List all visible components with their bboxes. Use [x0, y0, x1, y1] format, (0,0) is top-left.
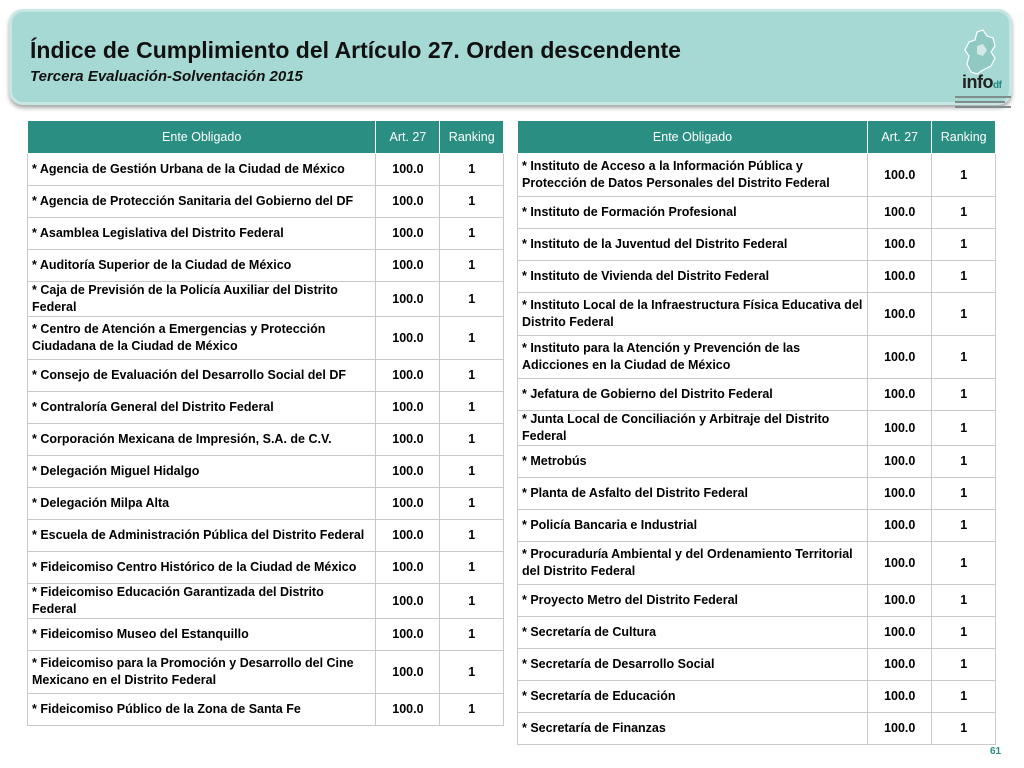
art27-cell: 100.0: [868, 154, 932, 197]
ente-cell: * Secretaría de Educación: [518, 681, 868, 713]
ranking-cell: 1: [440, 218, 504, 250]
ranking-cell: 1: [932, 510, 996, 542]
ranking-cell: 1: [932, 411, 996, 446]
table-row: [28, 218, 504, 250]
ranking-cell: 1: [932, 585, 996, 617]
art27-cell: 100.0: [868, 229, 932, 261]
art27-cell: 100.0: [868, 293, 932, 336]
art27-cell: 100.0: [376, 250, 440, 282]
ranking-cell: 1: [932, 229, 996, 261]
art27-cell: 100.0: [868, 411, 932, 446]
page-subtitle: Tercera Evaluación-Solventación 2015: [30, 68, 303, 85]
ente-cell: * Asamblea Legislativa del Distrito Federal: [28, 218, 376, 250]
ranking-cell: 1: [440, 154, 504, 186]
ente-cell: * Auditoría Superior de la Ciudad de México: [28, 250, 376, 282]
art27-cell: 100.0: [376, 154, 440, 186]
table-row: [28, 154, 504, 186]
ente-cell: * Consejo de Evaluación del Desarrollo Social del DF: [28, 360, 376, 392]
table-row: [518, 336, 996, 379]
ranking-cell: 1: [932, 446, 996, 478]
table-row: [28, 282, 504, 317]
ranking-cell: 1: [440, 424, 504, 456]
ente-cell: * Procuraduría Ambiental y del Ordenamiento Territorial del Distrito Federal: [518, 542, 868, 585]
ente-cell: * Delegación Milpa Alta: [28, 488, 376, 520]
ranking-cell: 1: [932, 293, 996, 336]
table-row: [28, 186, 504, 218]
art27-cell: 100.0: [868, 542, 932, 585]
table-header-row: [518, 121, 996, 154]
art27-cell: 100.0: [376, 488, 440, 520]
table-row: [518, 617, 996, 649]
art27-cell: 100.0: [376, 694, 440, 726]
ranking-cell: 1: [440, 520, 504, 552]
art27-cell: 100.0: [868, 478, 932, 510]
logo-tagline-line: [955, 106, 1011, 108]
ranking-cell: 1: [440, 552, 504, 584]
ranking-cell: 1: [440, 619, 504, 651]
table-row: [28, 651, 504, 694]
art27-cell: 100.0: [376, 584, 440, 619]
art27-cell: 100.0: [376, 360, 440, 392]
ranking-cell: 1: [440, 488, 504, 520]
art27-cell: 100.0: [376, 552, 440, 584]
art27-cell: 100.0: [868, 446, 932, 478]
table-row: [28, 552, 504, 584]
ente-cell: * Instituto Local de la Infraestructura Física Educativa del Distrito Federal: [518, 293, 868, 336]
ente-cell: * Fideicomiso Educación Garantizada del Distrito Federal: [28, 584, 376, 619]
column-header-art27: Art. 27: [376, 121, 440, 154]
table-row: [518, 542, 996, 585]
art27-cell: 100.0: [376, 456, 440, 488]
table-row: [28, 694, 504, 726]
ente-cell: * Policía Bancaria e Industrial: [518, 510, 868, 542]
ente-cell: * Escuela de Administración Pública del Distrito Federal: [28, 520, 376, 552]
ranking-cell: 1: [932, 542, 996, 585]
ente-cell: * Centro de Atención a Emergencias y Protección Ciudadana de la Ciudad de México: [28, 317, 376, 360]
table-row: [28, 520, 504, 552]
ranking-cell: 1: [932, 336, 996, 379]
art27-cell: 100.0: [376, 218, 440, 250]
table-row: [518, 197, 996, 229]
ente-cell: * Fideicomiso Público de la Zona de Santa Fe: [28, 694, 376, 726]
ente-cell: * Instituto de Acceso a la Información Pública y Protección de Datos Personales del Distrito Federal: [518, 154, 868, 197]
table-row: [28, 317, 504, 360]
left-ranking-table: [27, 120, 504, 726]
table-row: [28, 456, 504, 488]
ranking-cell: 1: [440, 360, 504, 392]
column-header-ente: Ente Obligado: [518, 121, 868, 154]
column-header-ente: Ente Obligado: [28, 121, 376, 154]
column-header-ranking: Ranking: [440, 121, 504, 154]
art27-cell: 100.0: [868, 649, 932, 681]
right-ranking-table: [517, 120, 996, 745]
table-row: [28, 392, 504, 424]
table-row: [28, 250, 504, 282]
ente-cell: * Jefatura de Gobierno del Distrito Federal: [518, 379, 868, 411]
table-row: [518, 229, 996, 261]
table-row: [518, 510, 996, 542]
logo-tagline-line: [955, 101, 1005, 103]
table-row: [28, 619, 504, 651]
ente-cell: * Corporación Mexicana de Impresión, S.A. de C.V.: [28, 424, 376, 456]
page-number: 61: [990, 746, 1002, 757]
mexico-city-map-icon: [947, 26, 1017, 76]
ente-cell: * Fideicomiso Museo del Estanquillo: [28, 619, 376, 651]
ente-cell: * Secretaría de Finanzas: [518, 713, 868, 745]
ranking-cell: 1: [932, 261, 996, 293]
ranking-cell: 1: [440, 186, 504, 218]
ranking-cell: 1: [440, 456, 504, 488]
table-row: [518, 446, 996, 478]
info-df-logo: [947, 26, 1017, 112]
ente-cell: * Fideicomiso para la Promoción y Desarrollo del Cine Mexicano en el Distrito Federal: [28, 651, 376, 694]
ente-cell: * Instituto de Formación Profesional: [518, 197, 868, 229]
ente-cell: * Contraloría General del Distrito Federal: [28, 392, 376, 424]
art27-cell: 100.0: [868, 681, 932, 713]
art27-cell: 100.0: [868, 261, 932, 293]
ranking-cell: 1: [932, 681, 996, 713]
ente-cell: * Metrobús: [518, 446, 868, 478]
art27-cell: 100.0: [868, 336, 932, 379]
art27-cell: 100.0: [376, 282, 440, 317]
logo-tagline-line: [955, 96, 1011, 98]
table-header-row: [28, 121, 504, 154]
art27-cell: 100.0: [376, 186, 440, 218]
ranking-cell: 1: [932, 713, 996, 745]
table-row: [518, 154, 996, 197]
column-header-ranking: Ranking: [932, 121, 996, 154]
art27-cell: 100.0: [868, 510, 932, 542]
table-row: [518, 681, 996, 713]
ente-cell: * Agencia de Protección Sanitaria del Gobierno del DF: [28, 186, 376, 218]
ranking-cell: 1: [440, 694, 504, 726]
ranking-cell: 1: [440, 584, 504, 619]
ente-cell: * Delegación Miguel Hidalgo: [28, 456, 376, 488]
table-row: [518, 478, 996, 510]
table-row: [518, 379, 996, 411]
table-row: [518, 261, 996, 293]
ranking-cell: 1: [932, 197, 996, 229]
art27-cell: 100.0: [376, 520, 440, 552]
ranking-cell: 1: [932, 649, 996, 681]
ranking-cell: 1: [932, 617, 996, 649]
ente-cell: * Secretaría de Desarrollo Social: [518, 649, 868, 681]
art27-cell: 100.0: [868, 617, 932, 649]
ranking-cell: 1: [932, 154, 996, 197]
header-banner: [9, 9, 1012, 105]
page-title: Índice de Cumplimiento del Artículo 27. Orden descendente: [30, 37, 681, 63]
table-row: [28, 424, 504, 456]
ente-cell: * Instituto para la Atención y Prevención de las Adicciones en la Ciudad de México: [518, 336, 868, 379]
table-row: [518, 293, 996, 336]
ente-cell: * Proyecto Metro del Distrito Federal: [518, 585, 868, 617]
ranking-cell: 1: [440, 392, 504, 424]
table-row: [518, 713, 996, 745]
table-row: [28, 360, 504, 392]
table-row: [28, 488, 504, 520]
ente-cell: * Caja de Previsión de la Policía Auxiliar del Distrito Federal: [28, 282, 376, 317]
ranking-cell: 1: [932, 478, 996, 510]
ente-cell: * Instituto de Vivienda del Distrito Federal: [518, 261, 868, 293]
art27-cell: 100.0: [868, 713, 932, 745]
table-row: [518, 585, 996, 617]
ranking-cell: 1: [440, 250, 504, 282]
art27-cell: 100.0: [376, 651, 440, 694]
art27-cell: 100.0: [868, 197, 932, 229]
ente-cell: * Agencia de Gestión Urbana de la Ciudad de México: [28, 154, 376, 186]
art27-cell: 100.0: [868, 379, 932, 411]
ente-cell: * Planta de Asfalto del Distrito Federal: [518, 478, 868, 510]
art27-cell: 100.0: [376, 424, 440, 456]
table-row: [518, 411, 996, 446]
ranking-cell: 1: [440, 651, 504, 694]
art27-cell: 100.0: [868, 585, 932, 617]
column-header-art27: Art. 27: [868, 121, 932, 154]
ranking-cell: 1: [932, 379, 996, 411]
table-row: [518, 649, 996, 681]
ente-cell: * Instituto de la Juventud del Distrito Federal: [518, 229, 868, 261]
art27-cell: 100.0: [376, 317, 440, 360]
art27-cell: 100.0: [376, 619, 440, 651]
logo-wordmark: infodf: [962, 72, 1002, 92]
ranking-cell: 1: [440, 282, 504, 317]
table-row: [28, 584, 504, 619]
ente-cell: * Secretaría de Cultura: [518, 617, 868, 649]
ente-cell: * Junta Local de Conciliación y Arbitraje del Distrito Federal: [518, 411, 868, 446]
ranking-cell: 1: [440, 317, 504, 360]
art27-cell: 100.0: [376, 392, 440, 424]
ente-cell: * Fideicomiso Centro Histórico de la Ciudad de México: [28, 552, 376, 584]
